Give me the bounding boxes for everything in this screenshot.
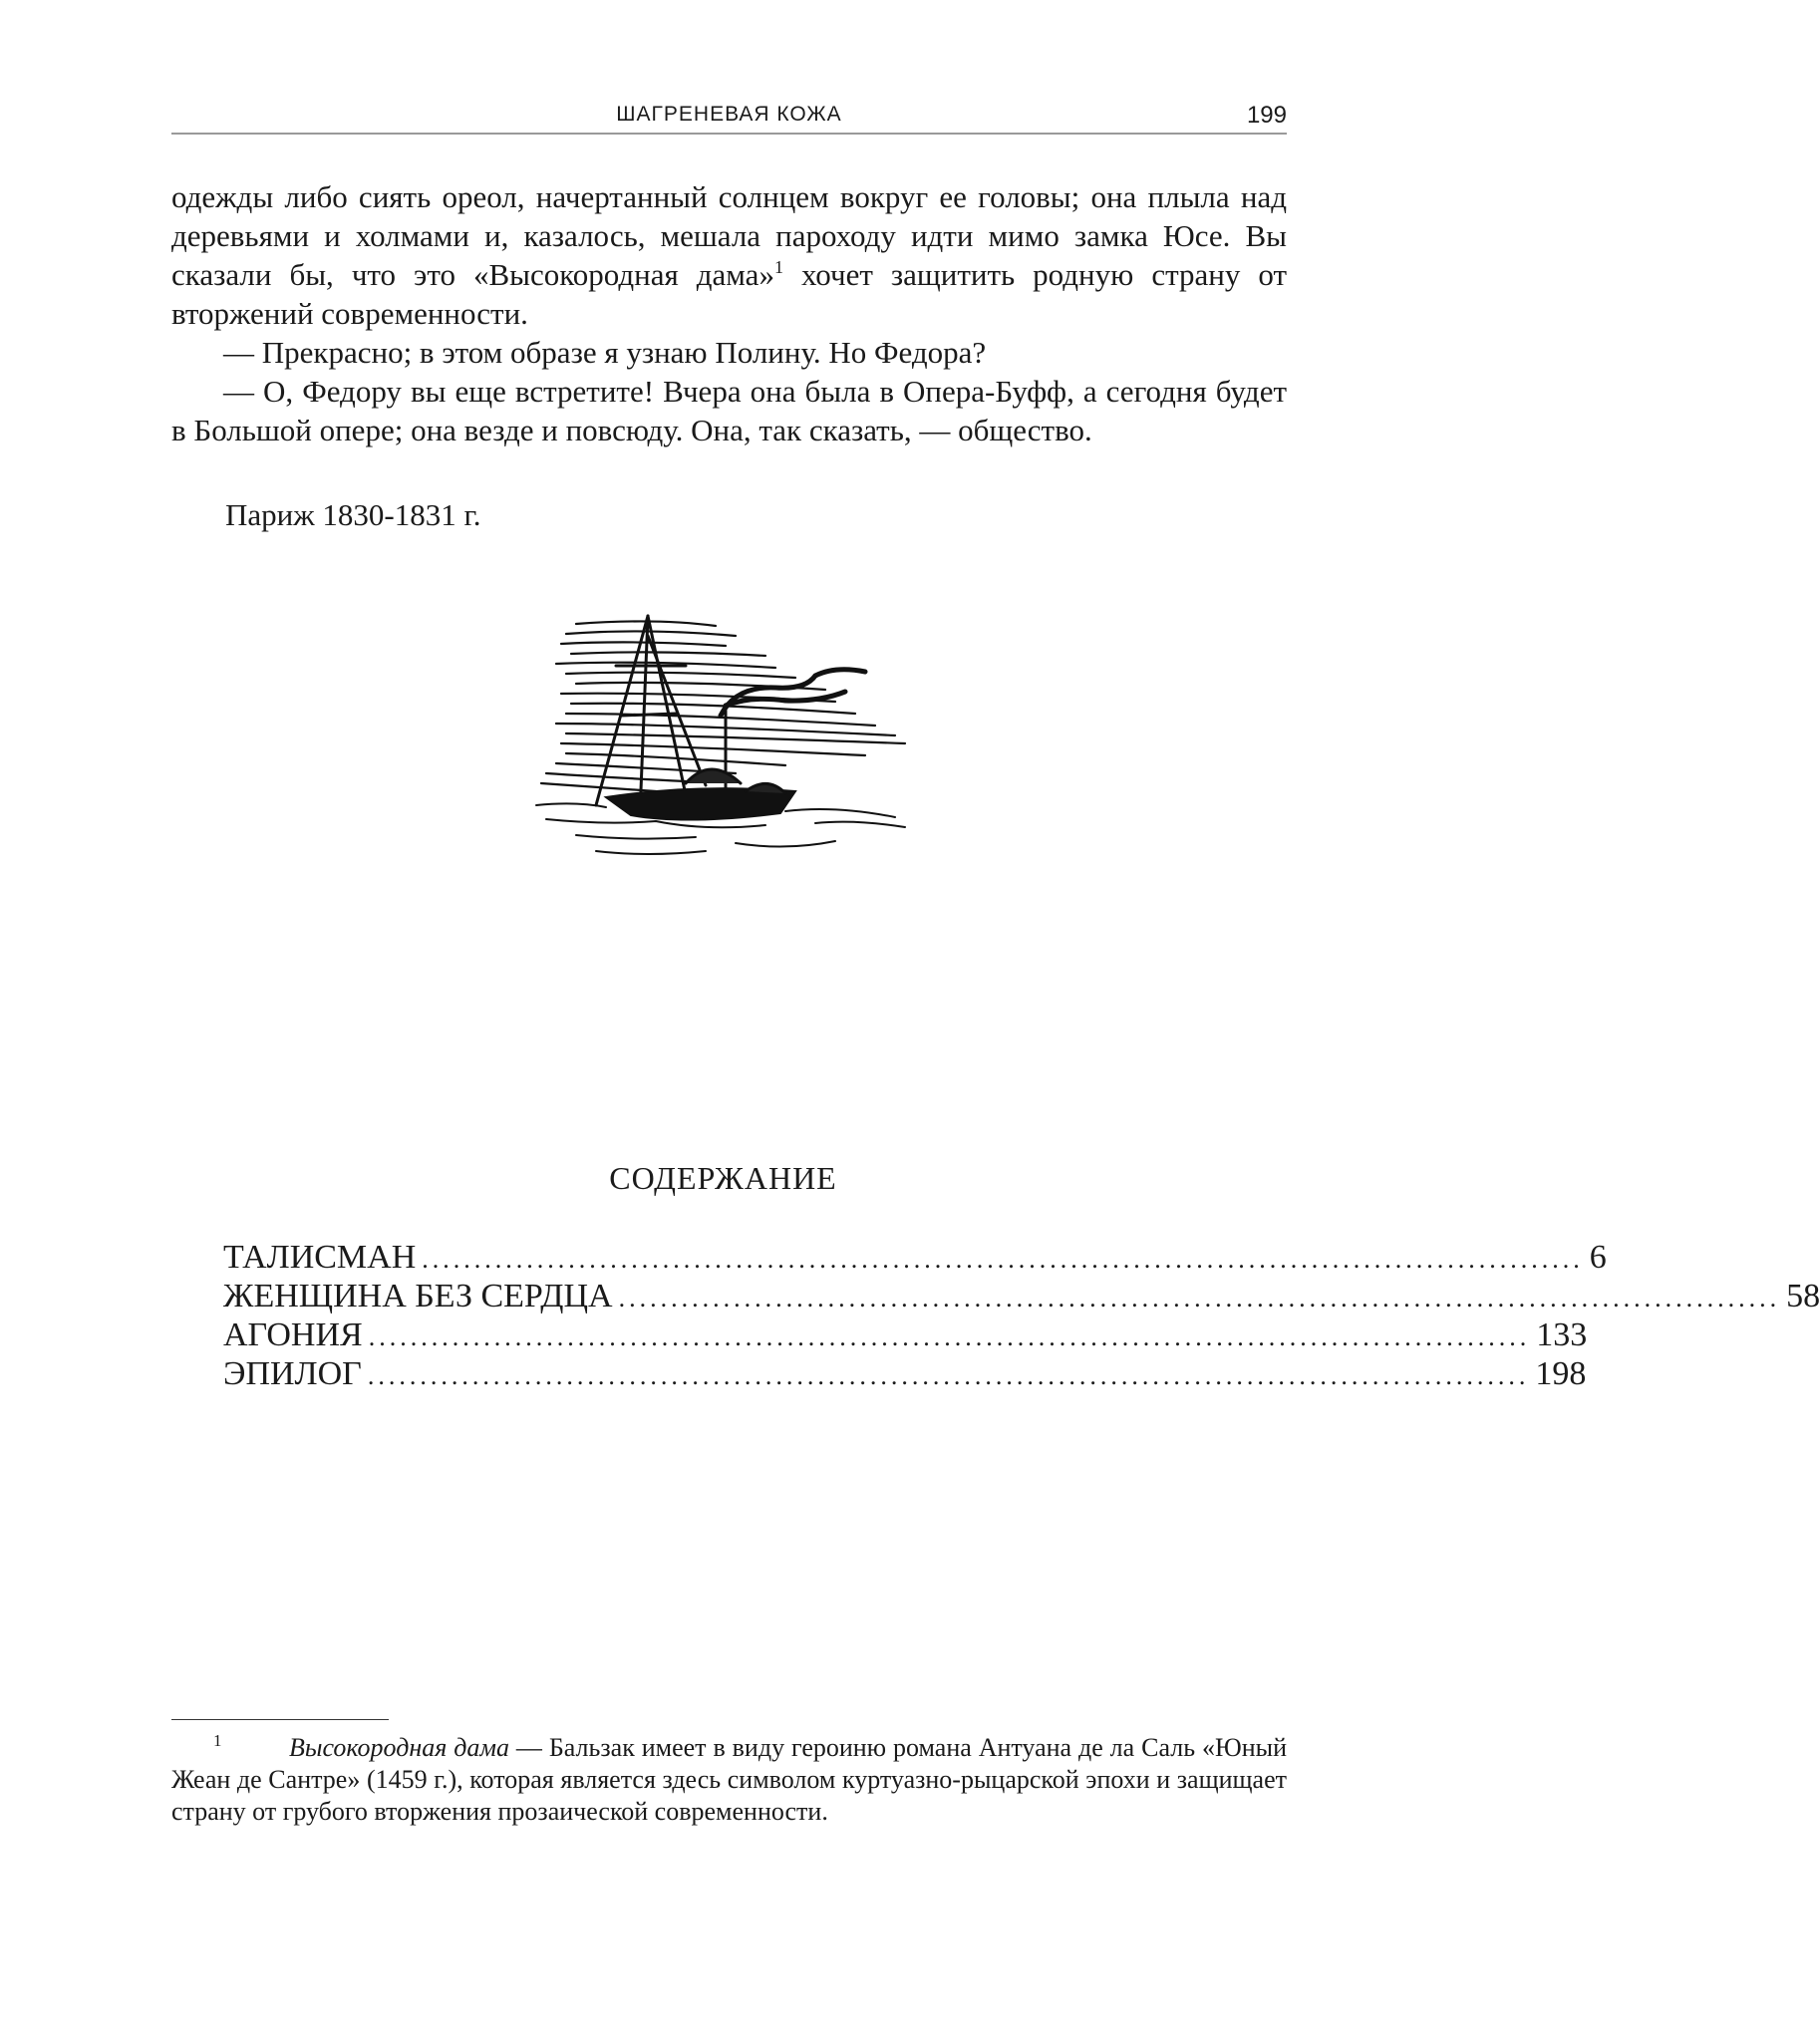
footnote-term: Высокородная дама: [289, 1733, 510, 1762]
running-title: ШАГРЕНЕВАЯ КОЖА: [616, 103, 842, 126]
paragraph-text: хочет защитить родную страну от вторжений современности.: [171, 257, 1287, 331]
dateline: Париж 1830-1831 г.: [225, 497, 481, 532]
dot-leader: ...............................................................................................................: [368, 1322, 1531, 1351]
paragraph-text: одежды либо сиять ореол, начертанный солнцем вокруг ее головы; она плыла над деревьями и холмами и, казалось, мешала пароходу идти мимо замка Юсе. Вы сказали бы, что это «Высокородная дама»: [171, 179, 1287, 292]
dot-leader: ...............................................................................................................: [367, 1361, 1530, 1390]
toc-entry[interactable]: [223, 1315, 1588, 1354]
toc-entry-title: ТАЛИСМАН: [223, 1239, 417, 1276]
running-head: [171, 101, 1287, 135]
footnote-divider: [171, 1719, 389, 1720]
paragraph: [171, 177, 1287, 333]
toc-entry-title: ЭПИЛОГ: [223, 1355, 362, 1392]
footnote: [171, 1732, 1287, 1828]
toc-entry[interactable]: [223, 1277, 1820, 1315]
page-number: 199: [1246, 102, 1287, 129]
table-of-contents: [223, 1238, 1820, 1393]
steamboat-engraving-icon: [536, 606, 913, 871]
dot-leader: ...............................................................................................................: [422, 1245, 1584, 1274]
footnote-reference[interactable]: 1: [773, 257, 783, 277]
dialogue-line: — О, Федору вы еще встретите! Вчера она была в Опера-Буфф, а сегодня будет в Большой опере; она везде и повсюду. Она, так сказать, — общество.: [171, 374, 1287, 447]
toc-heading: СОДЕРЖАНИЕ: [609, 1160, 837, 1196]
toc-entry[interactable]: [223, 1238, 1607, 1277]
toc-entry-page: 6: [1589, 1239, 1607, 1276]
toc-entry-page: 198: [1535, 1355, 1587, 1392]
toc-entry[interactable]: [223, 1354, 1587, 1393]
toc-entry-title: АГОНИЯ: [223, 1316, 363, 1353]
dialogue-line: — Прекрасно; в этом образе я узнаю Полину. Но Федора?: [223, 335, 987, 370]
toc-entry-page: 58: [1786, 1278, 1820, 1314]
body-text: [171, 177, 1287, 449]
dot-leader: ...............................................................................................................: [618, 1284, 1781, 1312]
toc-entry-page: 133: [1536, 1316, 1588, 1353]
toc-entry-title: ЖЕНЩИНА БЕЗ СЕРДЦА: [223, 1278, 613, 1314]
footnote-text: 1 Высокородная дама — Бальзак имеет в виду героиню романа Антуана де ла Саль «Юный Жеан де Сантре» (1459 г.), которая является здесь символом куртуазно-рыцарской эпохи и защищает страну от грубого вторжения прозаической современности.: [171, 1731, 1287, 1826]
footnote-body: — Бальзак имеет в виду героиню романа Антуана де ла Саль «Юный Жеан де Сантре» (1459 г.), которая является здесь символом куртуазно-рыцарской эпохи и защищает страну от грубого вторжения прозаической современности.: [171, 1733, 1287, 1826]
